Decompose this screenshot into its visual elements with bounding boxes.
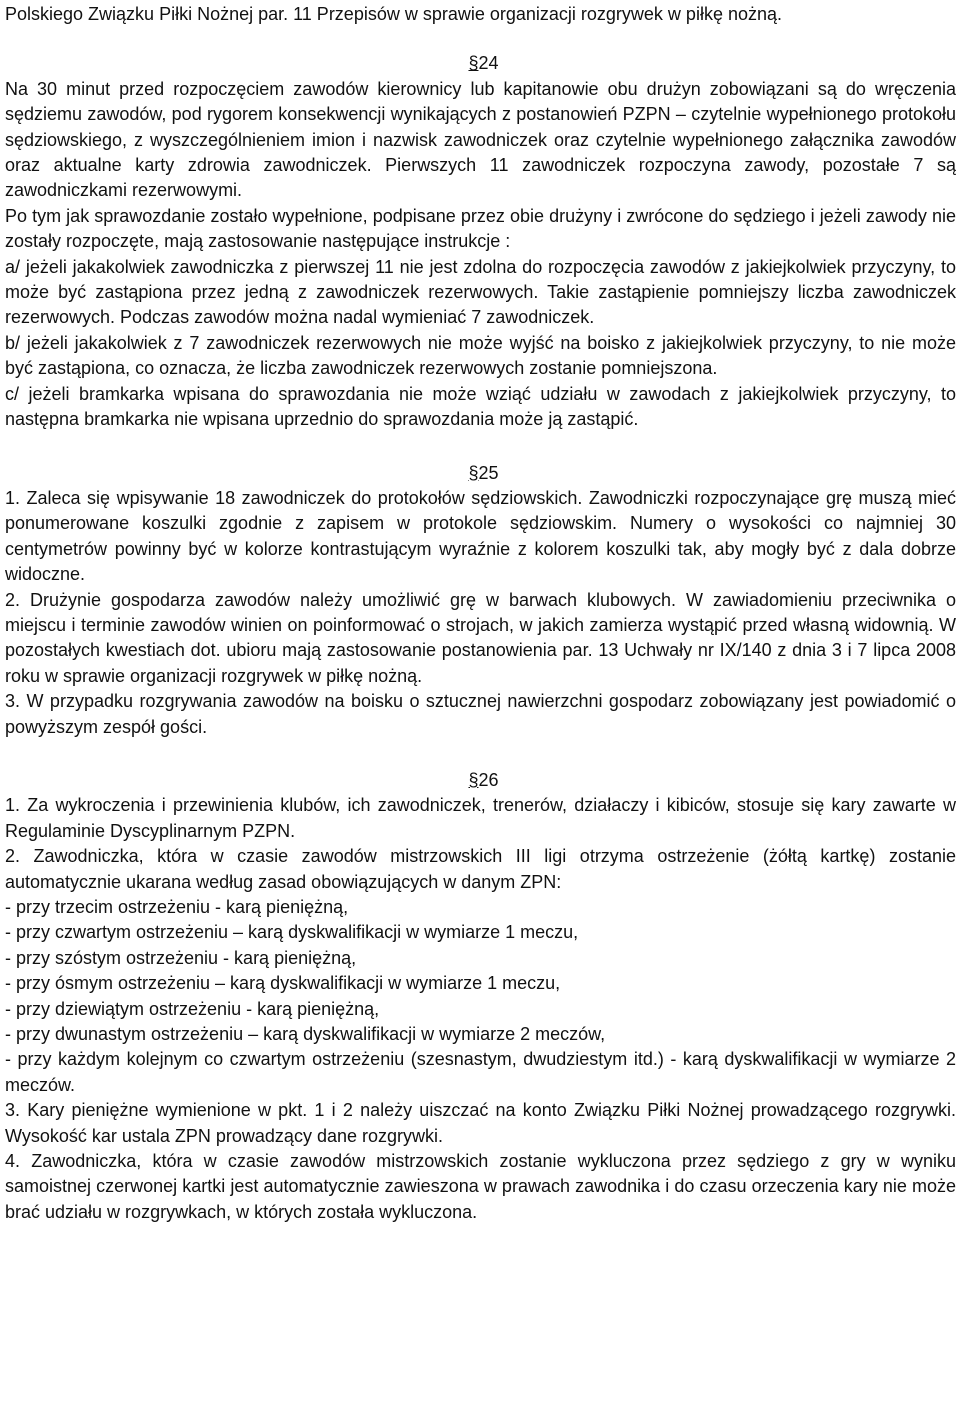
list-item: - przy czwartym ostrzeżeniu – karą dyskwalifikacji w wymiarze 1 meczu, [5,922,579,943]
section-heading-25 [5,461,956,486]
section-symbol: § [468,53,479,74]
list-item: - przy ósmym ostrzeżeniu – karą dyskwalifikacji w wymiarze 1 meczu, [5,973,561,994]
paragraph: c/ jeżeli bramkarka wpisana do sprawozdania nie może wziąć udziału w zawodach z jakiejkolwiek przyczyny, to następna bramkarka nie wpisana uprzednio do sprawozdania może ją zastąpić. [5,383,956,430]
section-symbol: § [468,769,479,790]
paragraph: 4. Zawodniczka, która w czasie zawodów mistrzowskich zostanie wykluczona przez sędziego z gry w wyniku samoistnej czerwonej kartki jest automatycznie zawieszona w prawach zawodnika i do czasu orzeczenia kary nie może brać udziału w rozgrywkach, w których została wykluczona. [5,1151,956,1222]
section-symbol: § [468,462,479,483]
list-item: - przy szóstym ostrzeżeniu - karą pieniężną, [5,947,357,968]
section-number: 26 [478,769,499,790]
spacer [5,27,956,51]
document-page [5,2,956,1225]
section-heading-24 [5,51,956,76]
intro-paragraph: Polskiego Związku Piłki Nożnej par. 11 Przepisów w sprawie organizacji rozgrywek w piłkę nożną. [5,4,782,24]
list-item: - przy dwunastym ostrzeżeniu – karą dyskwalifikacji w wymiarze 2 meczów, [5,1024,606,1045]
paragraph: b/ jeżeli jakakolwiek z 7 zawodniczek rezerwowych nie może wyjść na boisko z jakiejkolwiek przyczyny, to nie może być zastąpiona, co oznacza, że liczba zawodniczek rezerwowych zostanie pomniejszona. [5,332,956,379]
list-item: - przy dziewiątym ostrzeżeniu - karą pieniężną, [5,998,380,1019]
section-number: 24 [478,53,499,74]
list-item: - przy trzecim ostrzeżeniu - karą pieniężną, [5,897,349,917]
section-number: 25 [478,462,499,483]
paragraph: 3. Kary pieniężne wymienione w pkt. 1 i 2 należy uiszczać na konto Związku Piłki Nożnej prowadzącego rozgrywki. Wysokość kar ustala ZPN prowadzący dane rozgrywki. [5,1100,956,1146]
spacer [5,740,956,768]
spacer [5,433,956,461]
paragraph: 2. Zawodniczka, która w czasie zawodów mistrzowskich III ligi otrzyma ostrzeżenie (żółtą kartkę) zostanie automatycznie ukarana według zasad obowiązujących w danym ZPN: [5,846,956,892]
paragraph: 2. Drużynie gospodarza zawodów należy umożliwić grę w barwach klubowych. W zawiadomieniu przeciwnika o miejscu i terminie zawodów winien on poinformować o strojach, w jakich zamierza wystąpić przed własną widownią. W pozostałych kwestiach dot. ubioru mają zastosowanie postanowienia par. 13 Uchwały nr IX/140 z dnia 3 i 7 lipca 2008 roku w sprawie organizacji rozgrywek w piłkę nożną. [5,589,956,686]
list-item: - przy każdym kolejnym co czwartym ostrzeżeniu (szesnastym, dwudziestym itd.) - karą dyskwalifikacji w wymiarze 2 meczów. [5,1049,956,1095]
section-heading-26 [5,768,956,793]
paragraph: Na 30 minut przed rozpoczęciem zawodów kierownicy lub kapitanowie obu drużyn zobowiązani są do wręczenia sędziemu zawodów, pod rygorem konsekwencji wynikających z postanowień PZPN – czytelnie wypełnionego protokołu sędziowskiego, z wyszczególnieniem imion i nazwisk zawodniczek oraz czytelnie wypełnionego załącznika zawodów oraz aktualne karty zdrowia zawodniczek. Pierwszych 11 zawodniczek rozpoczyna zawody, pozostałe 7 są zawodniczkami rezerwowymi. [5,78,956,201]
paragraph: a/ jeżeli jakakolwiek zawodniczka z pierwszej 11 nie jest zdolna do rozpoczęcia zawodów z jakiejkolwiek przyczyny, to może być zastąpiona przez jedną z zawodniczek rezerwowych. Takie zastąpienie pomniejszy liczba zawodniczek rezerwowych. Podczas zawodów można nadal wymieniać 7 zawodniczek. [5,256,956,328]
paragraph: Po tym jak sprawozdanie zostało wypełnione, podpisane przez obie drużyny i zwrócone do sędziego i jeżeli zawody nie zostały rozpoczęte, mają zastosowanie następujące instrukcje : [5,205,956,252]
paragraph: 1. Za wykroczenia i przewinienia klubów, ich zawodniczek, trenerów, działaczy i kibiców, stosuje się kary zawarte w Regulaminie Dyscyplinarnym PZPN. [5,795,956,841]
paragraph: 1. Zaleca się wpisywanie 18 zawodniczek do protokołów sędziowskich. Zawodniczki rozpoczynające grę muszą mieć ponumerowane koszulki zgodnie z zapisem w protokole sędziowskim. Numery o wysokości co najmniej 30 centymetrów powinny być w kolorze kontrastującym wyraźnie z kolorem koszulki tak, aby mogły być z dala dobrze widoczne. [5,487,956,585]
paragraph: 3. W przypadku rozgrywania zawodów na boisku o sztucznej nawierzchni gospodarz zobowiązany jest powiadomić o powyższym zespół gości. [5,691,956,737]
